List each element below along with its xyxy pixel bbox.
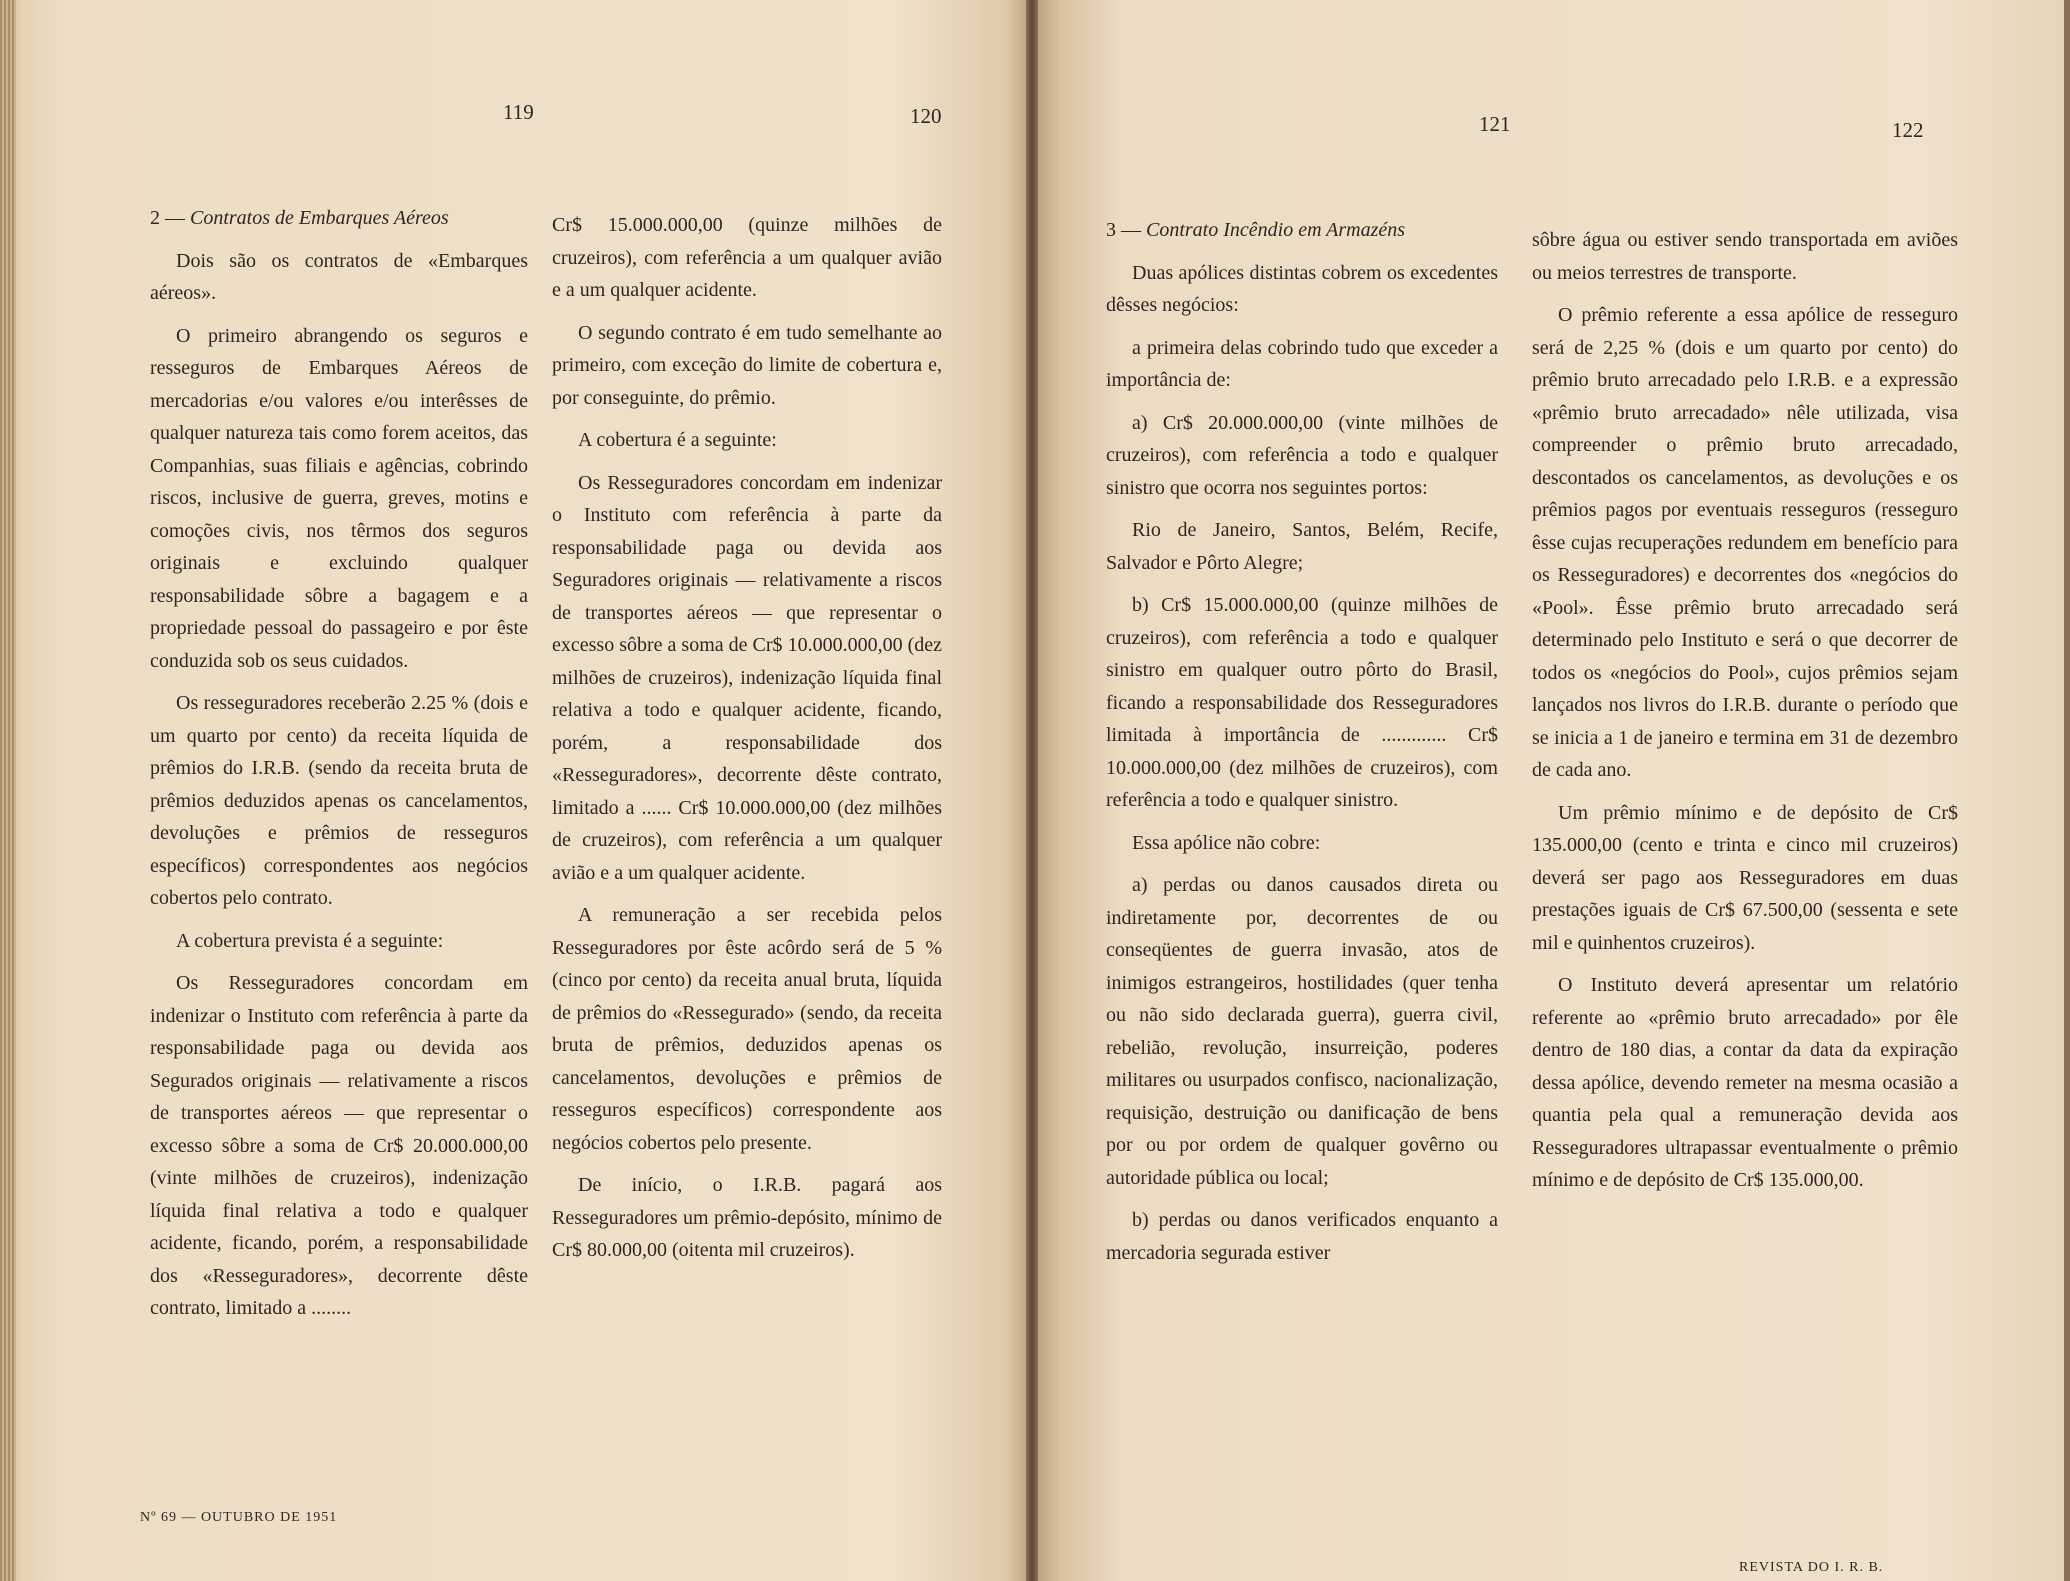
column-page-122 — [1532, 224, 1958, 1207]
paragraph: Os resseguradores receberão 2.25 % (dois e um quarto por cento) da receita líquida de prêmios do I.R.B. (sendo da receita bruta de prêmios deduzidos apenas os cancelamentos, devoluções e prêmios de resseguros específicos) correspondentes aos negócios cobertos pelo contrato. — [150, 692, 528, 909]
paragraph: De início, o I.R.B. pagará aos Resseguradores um prêmio-depósito, mínimo de Cr$ 80.000,00 (oitenta mil cruzeiros). — [552, 1174, 942, 1261]
heading-title: Contrato Incêndio em Armazéns — [1146, 219, 1406, 241]
footer-journal: REVISTA DO I. R. B. — [1739, 1560, 1884, 1575]
column-page-120 — [552, 209, 942, 1277]
page-number-119: 119 — [503, 100, 534, 124]
paragraph: Duas apólices distintas cobrem os excedentes dêsses negócios: — [1106, 261, 1498, 316]
paragraph: A cobertura é a seguinte: — [578, 429, 777, 451]
paragraph: a) Cr$ 20.000.000,00 (vinte milhões de cruzeiros), com referência a todo e qualquer sinistro que ocorra nos seguintes portos: — [1106, 411, 1498, 499]
page-number-122: 122 — [1892, 118, 1924, 142]
paragraph: Essa apólice não cobre: — [1132, 831, 1321, 854]
paragraph: a primeira delas cobrindo tudo que exceder a importância de: — [1106, 336, 1498, 391]
paragraph: Dois são os contratos de «Embarques aéreos». — [150, 249, 528, 304]
heading-number: 3 — — [1106, 219, 1141, 241]
paragraph: b) Cr$ 15.000.000,00 (quinze milhões de cruzeiros), com referência a todo e qualquer sinistro em qualquer outro pôrto do Brasil, ficando a responsabilidade dos Resseguradores limitada à importância de ............. Cr$ 10.000.000,00 (dez milhões de cruzeiros), com referência a todo e qualquer sinistro. — [1106, 594, 1498, 811]
paragraph: Os Resseguradores concordam em indenizar o Instituto com referência à parte da responsabilidade paga ou devida aos Segurados originais — relativamente a riscos de transportes aéreos — que representar o excesso sôbre a soma de Cr$ 20.000.000,00 (vinte milhões de cruzeiros), indenização líquida final relativa a todo e qualquer acidente, ficando, porém, a responsabilidade dos «Resseguradores», decorrente dêste contrato, limitado a ........ — [150, 972, 528, 1319]
paragraph: Rio de Janeiro, Santos, Belém, Recife, Salvador e Pôrto Alegre; — [1106, 519, 1498, 574]
paragraph: Os Resseguradores concordam em indenizar o Instituto com referência à parte da responsabilidade paga ou devida aos Seguradores originais — relativamente a riscos de transportes aéreos — que representar o excesso sôbre a soma de Cr$ 10.000.000,00 (dez milhões de cruzeiros), indenização líquida final relativa a todo e qualquer acidente, ficando, porém, a responsabilidade dos «Resseguradores», decorrente dêste contrato, limitado a ...... Cr$ 10.000.000,00 (dez milhões de cruzeiros), com referência a um qualquer avião e a um qualquer acidente. — [552, 471, 942, 884]
page-number-120: 120 — [910, 104, 942, 128]
book-gutter — [1026, 0, 1038, 1581]
paragraph: O primeiro abrangendo os seguros e resseguros de Embarques Aéreos de mercadorias e/ou valores e/ou interêsses de qualquer natureza tais como forem aceitos, das Companhias, suas filiais e agências, cobrindo riscos, inclusive de guerra, greves, motins e comoções civis, nos têrmos dos seguros originais e excluindo qualquer responsabilidade sôbre a bagagem e a propriedade pessoal do passageiro e por êste conduzida sob os seus cuidados. — [150, 324, 528, 672]
paragraph: A remuneração a ser recebida pelos Resseguradores por êste acôrdo será de 5 % (cinco por cento) da receita anual bruta, líquida de prêmios do «Ressegurado» (sendo, da receita bruta de prêmios, deduzidos apenas os cancelamentos, devoluções e prêmios de resseguros específicos) correspondente aos negócios cobertos pelo presente. — [552, 904, 942, 1154]
page-edges — [0, 0, 16, 1581]
page-number-121: 121 — [1479, 112, 1511, 136]
left-page — [0, 0, 1032, 1581]
section-heading-3 — [1106, 214, 1498, 247]
right-page — [1032, 0, 2070, 1581]
page-edge-right — [2064, 0, 2070, 1581]
paragraph: sôbre água ou estiver sendo transportada em aviões ou meios terrestres de transporte. — [1532, 229, 1958, 284]
section-heading-2 — [150, 202, 528, 235]
paragraph: A cobertura prevista é a seguinte: — [176, 929, 444, 952]
paragraph: Um prêmio mínimo e de depósito de Cr$ 135.000,00 (cento e trinta e cinco mil cruzeiros) deverá ser pago aos Resseguradores em duas prestações iguais de Cr$ 67.500,00 (sessenta e sete mil e quinhentos cruzeiros). — [1532, 801, 1958, 954]
paragraph: O prêmio referente a essa apólice de resseguro será de 2,25 % (dois e um quarto por cento) do prêmio bruto arrecadado pelo I.R.B. e a expressão «prêmio bruto arrecadado» nêle utilizada, visa compreender o prêmio bruto arrecadado, descontados os cancelamentos, as devoluções e os prêmios pagos por eventuais resseguros (resseguro êsse cujas recuperações redundem em benefício para os Resseguradores) e decorrentes dos «negócios do «Pool». Êsse prêmio bruto arrecadado será determinado pelo Instituto e será o que decorrer de todos os «negócios do Pool», cujos prêmios sejam lançados nos livros do I.R.B. durante o período que se inicia a 1 de janeiro e termina em 31 de dezembro de cada ano. — [1532, 304, 1958, 781]
paragraph: O segundo contrato é em tudo semelhante ao primeiro, com exceção do limite de cobertura e, por conseguinte, do prêmio. — [552, 321, 942, 409]
paragraph: a) perdas ou danos causados direta ou indiretamente por, decorrentes de ou conseqüentes de guerra invasão, atos de inimigos estrangeiros, hostilidades (quer tenha ou não sido declarada guerra), guerra civil, rebelião, revolução, insurreição, poderes militares ou usurpados confisco, nacionalização, requisição, destruição ou danificação de bens por ou por ordem de qualquer govêrno ou autoridade pública ou local; — [1106, 874, 1498, 1189]
heading-title: Contratos de Embarques Aéreos — [190, 207, 449, 229]
paragraph: O Instituto deverá apresentar um relatório referente ao «prêmio bruto arrecadado» por êle dentro de 180 dias, a contar da data da expiração dessa apólice, devendo remeter na mesma ocasião a quantia pela qual a remuneração devida aos Resseguradores ultrapassar eventualmente o prêmio mínimo e de depósito de Cr$ 135.000,00. — [1532, 974, 1958, 1191]
paragraph: Cr$ 15.000.000,00 (quinze milhões de cruzeiros), com referência a um qualquer avião e a um qualquer acidente. — [552, 214, 942, 301]
paragraph: b) perdas ou danos verificados enquanto a mercadoria segurada estiver — [1106, 1209, 1498, 1264]
column-page-121 — [1106, 214, 1498, 1279]
footer-issue: Nº 69 — OUTUBRO DE 1951 — [140, 1510, 338, 1525]
column-page-119 — [150, 202, 528, 1335]
heading-number: 2 — — [150, 207, 185, 229]
